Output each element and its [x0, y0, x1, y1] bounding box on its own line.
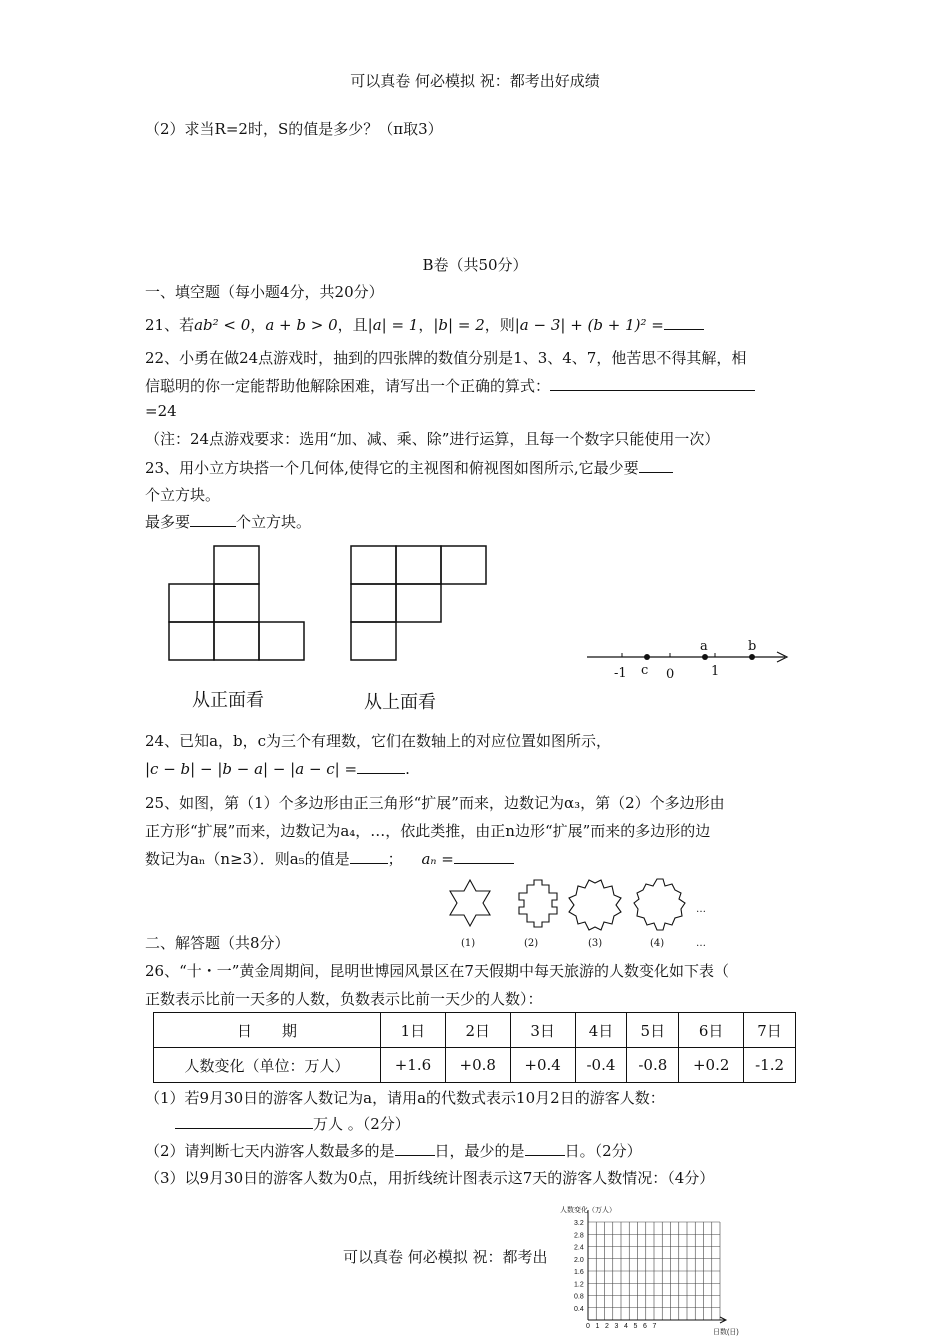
q23-line3-pre: 最多要 — [145, 513, 191, 531]
x-tick-label: 7 — [652, 1323, 657, 1330]
front-view-caption: 从正面看 — [192, 690, 264, 710]
part2-title: 二、解答题（共8分） — [145, 934, 290, 952]
q26-sub1-line2 — [175, 1113, 410, 1134]
fig-label-ellipsis: … — [696, 938, 706, 949]
top-view-caption: 从上面看 — [364, 692, 436, 712]
q25-an-label: aₙ = — [421, 850, 454, 868]
label-a: a — [700, 639, 708, 654]
x-tick-label: 2 — [605, 1323, 609, 1330]
q23-line3 — [145, 511, 311, 532]
q24-line1: 24、已知a，b，c为三个有理数，它们在数轴上的对应位置如图所示， — [145, 732, 612, 750]
table-cell: 1日 — [381, 1013, 446, 1048]
q23-line1 — [145, 457, 673, 478]
y-tick-label: 0.8 — [574, 1293, 584, 1301]
front-cell — [169, 584, 214, 622]
x-axis-label: 日数(日) — [713, 1329, 739, 1336]
polygon-expansion-figure — [438, 874, 728, 952]
q22-line1: 22、小勇在做24点游戏时，抽到的四张牌的数值分别是1、3、4、7，他苦思不得其解，相 — [145, 349, 747, 367]
top-cell — [441, 546, 486, 584]
x-tick-label: 1 — [595, 1323, 600, 1330]
q23-line1-text: 23、用小立方块搭一个几何体,使得它的主视图和俯视图如图所示,它最少要 — [145, 459, 639, 477]
table-cell: 日 期 — [154, 1013, 381, 1048]
table-cell: -1.2 — [744, 1048, 796, 1083]
q26-sub2-mid: 日，最少的是 — [434, 1142, 525, 1160]
top-cell — [351, 546, 396, 584]
y-tick-label: 2.0 — [574, 1256, 584, 1264]
q26-sub1-line1: （1）若9月30日的游客人数记为a，请用a的代数式表示10月2日的游客人数： — [145, 1089, 665, 1107]
label-c: c — [641, 663, 649, 678]
y-tick-label: 0.4 — [574, 1305, 584, 1313]
q26-line2: 正数表示比前一天多的人数，负数表示比前一天少的人数）： — [145, 990, 543, 1008]
polygon-hexagon-4 — [634, 879, 685, 930]
label-minus1: -1 — [614, 666, 627, 681]
q21-answer-blank[interactable] — [664, 314, 704, 330]
q26-max-day-blank[interactable] — [395, 1140, 435, 1156]
q26-sub1-line2-text: 万人 。（2分） — [313, 1115, 410, 1133]
polygon-pentagon-3 — [569, 880, 621, 930]
table-cell: -0.4 — [575, 1048, 627, 1083]
y-axis-label: 人数变化（万人） — [560, 1207, 616, 1214]
q25-line3 — [145, 848, 514, 869]
visitor-change-table — [153, 1012, 796, 1083]
front-view-figure — [166, 544, 308, 664]
front-cell — [214, 622, 259, 660]
q25-a5-blank[interactable] — [350, 848, 388, 864]
q24-answer-blank[interactable] — [357, 758, 405, 774]
table-cell: +0.2 — [679, 1048, 744, 1083]
q21-sep3: ， — [418, 316, 434, 334]
q21-prefix: 21、若 — [145, 316, 195, 334]
x-tick-label: 6 — [643, 1323, 647, 1330]
q21-sep1: ， — [250, 316, 266, 334]
front-cell — [169, 622, 214, 660]
table-cell: 2日 — [445, 1013, 510, 1048]
point-c — [644, 654, 650, 660]
q25-line3-pre: 数记为aₙ（n≥3）．则a₅的值是 — [145, 850, 350, 868]
y-tick-label: 2.4 — [574, 1244, 584, 1252]
fig-label-1: (1) — [461, 938, 476, 949]
table-cell: +0.8 — [445, 1048, 510, 1083]
front-cell — [214, 546, 259, 584]
table-data-row — [154, 1048, 796, 1083]
fig-label-4: (4) — [650, 938, 665, 949]
q26-sub2-post: 日。（2分） — [564, 1142, 642, 1160]
q24-expr: |c − b| − |b − a| − |a − c| = — [145, 760, 358, 778]
q25-line3-mid: ； — [387, 850, 403, 868]
x-tick-label: 5 — [633, 1323, 638, 1330]
q21-expr3: |a| = 1 — [367, 316, 419, 334]
top-cell — [396, 546, 441, 584]
table-cell: 7日 — [744, 1013, 796, 1048]
x-tick-label: 3 — [614, 1323, 619, 1330]
table-cell: 6日 — [679, 1013, 744, 1048]
table-cell: +0.4 — [510, 1048, 575, 1083]
q22-line2-text: 信聪明的你一定能帮助他解除困难，请写出一个正确的算式： — [145, 377, 551, 395]
fig-ellipsis: … — [696, 904, 706, 915]
q22-line2 — [145, 375, 755, 396]
q23-max-blank[interactable] — [190, 511, 236, 527]
q21-expr2: a + b > 0 — [265, 316, 338, 334]
table-cell: -0.8 — [627, 1048, 679, 1083]
q21-sep4: ，则 — [484, 316, 515, 334]
polygon-star-1 — [450, 880, 490, 926]
front-cell — [259, 622, 304, 660]
q26-line1: 26、“十・一”黄金周期间，昆明世博园风景区在7天假期中每天旅游的人数变化如下表（ — [145, 962, 729, 980]
q22-note: （注：24点游戏要求：选用“加、减、乘、除”进行运算，且每一个数字只能使用一次） — [145, 430, 720, 448]
q26-sub2 — [145, 1140, 642, 1161]
label-one: 1 — [711, 664, 720, 679]
q21-expr5: |a − 3| + (b + 1)² = — [514, 316, 664, 334]
q26-sub1-blank[interactable] — [175, 1113, 313, 1129]
top-cell — [396, 584, 441, 622]
q26-min-day-blank[interactable] — [525, 1140, 565, 1156]
point-a — [702, 654, 708, 660]
q21-expr1: ab² < 0 — [194, 316, 251, 334]
x-tick-label: 0 — [586, 1323, 590, 1330]
q23-line2: 个立方块。 — [145, 486, 221, 504]
q24-line2: |c − b| − |b − a| − |a − c| = . — [145, 760, 410, 778]
q23-line3-post: 个立方块。 — [236, 513, 312, 531]
table-cell: 人数变化（单位：万人） — [154, 1048, 381, 1083]
table-cell: +1.6 — [381, 1048, 446, 1083]
prev-question-2: （2）求当R=2时，S的值是多少？（π取3） — [145, 120, 443, 138]
q21-expr4: |b| = 2 — [433, 316, 485, 334]
table-cell: 3日 — [510, 1013, 575, 1048]
y-tick-label: 1.6 — [574, 1269, 584, 1276]
table-cell: 4日 — [575, 1013, 627, 1048]
x-tick-label: 4 — [624, 1323, 628, 1330]
table-header-row — [154, 1013, 796, 1048]
top-cell — [351, 622, 396, 660]
section-b-title: B卷（共50分） — [422, 256, 528, 274]
q25-an-blank[interactable] — [454, 848, 514, 864]
q25-line1: 25、如图，第（1）个多边形由正三角形“扩展”而来，边数记为α₃，第（2）个多边形由 — [145, 794, 725, 812]
number-line-figure — [585, 636, 795, 684]
visitor-line-chart — [555, 1200, 755, 1338]
top-view-figure — [348, 544, 490, 664]
y-tick-label: 2.8 — [574, 1232, 584, 1240]
q26-sub2-pre: （2）请判断七天内游客人数最多的是 — [145, 1142, 395, 1160]
fig-label-3: (3) — [588, 938, 603, 949]
front-cell — [214, 584, 259, 622]
point-b — [749, 654, 755, 660]
page-header: 可以真卷 何必模拟 祝：都考出好成绩 — [350, 72, 600, 90]
page-footer: 可以真卷 何必模拟 祝：都考出 — [343, 1248, 548, 1266]
part1-title: 一、填空题（每小题4分，共20分） — [145, 283, 384, 301]
question-21 — [145, 314, 704, 335]
label-zero: 0 — [666, 667, 675, 682]
y-tick-label: 3.2 — [574, 1220, 584, 1227]
label-b: b — [748, 639, 757, 654]
polygon-cross-2 — [519, 880, 557, 927]
y-tick-label: 1.2 — [574, 1281, 584, 1289]
table-cell: 5日 — [627, 1013, 679, 1048]
q22-line3: =24 — [145, 402, 177, 420]
fig-label-2: (2) — [524, 938, 539, 949]
q26-sub3: （3）以9月30日的游客人数为0点，用折线统计图表示这7天的游客人数情况：（4分） — [145, 1169, 715, 1187]
q22-answer-blank[interactable] — [550, 375, 755, 391]
top-cell — [351, 584, 396, 622]
q25-line2: 正方形“扩展”而来，边数记为a₄，…，依此类推，由正n边形“扩展”而来的多边形的边 — [145, 822, 711, 840]
q21-sep2: ，且 — [337, 316, 368, 334]
q23-min-blank[interactable] — [639, 457, 673, 473]
